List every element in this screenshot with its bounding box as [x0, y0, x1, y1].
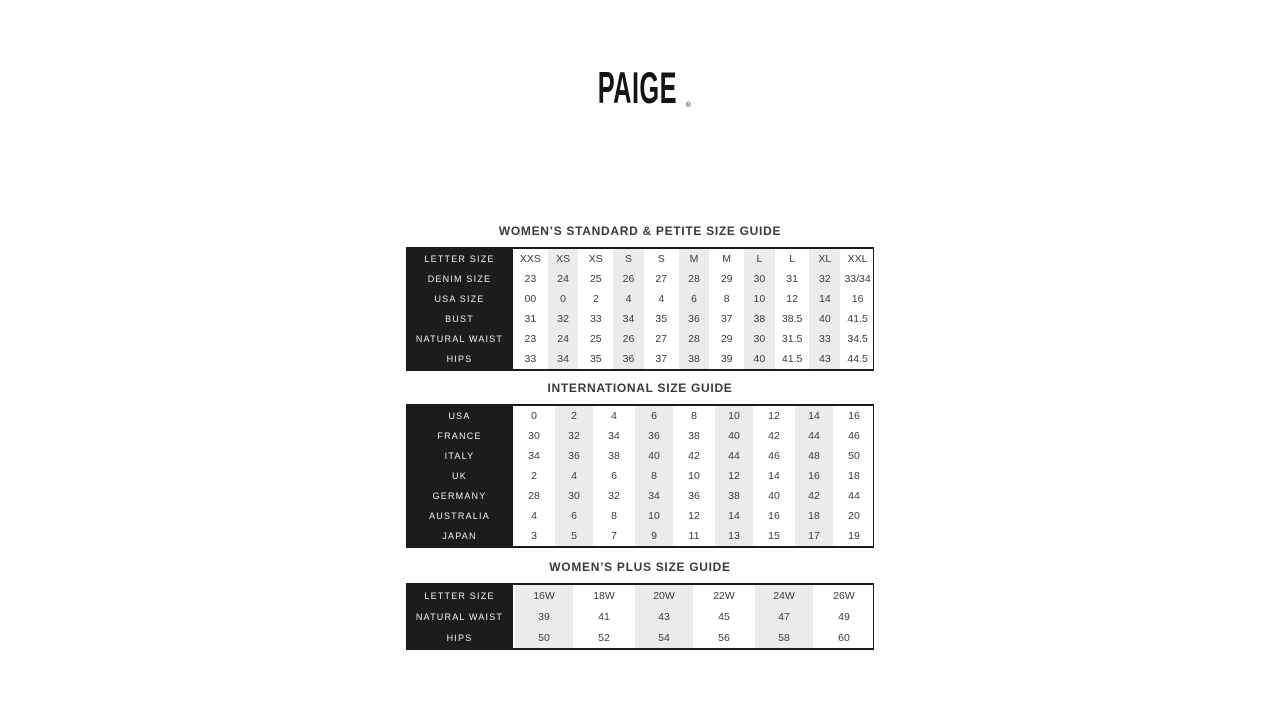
row-label-cell: UK: [406, 466, 513, 486]
size-cell: 37: [644, 349, 677, 369]
size-cell: 30: [742, 269, 775, 289]
row-label-cell: HIPS: [406, 627, 513, 648]
size-cell: 8: [709, 289, 742, 309]
size-cell: 14: [793, 406, 833, 426]
size-cell: XXL: [840, 249, 873, 269]
size-cell: 37: [709, 309, 742, 329]
size-cell: 44: [713, 446, 753, 466]
size-cell: 4: [553, 466, 593, 486]
size-guide-title: WOMEN’S STANDARD & PETITE SIZE GUIDE: [498, 224, 782, 238]
size-cell: 38: [673, 426, 713, 446]
size-cell: 49: [813, 606, 873, 627]
size-cell: 34.5: [840, 329, 873, 349]
size-cell: 40: [633, 446, 673, 466]
size-cell: 50: [833, 446, 873, 466]
size-cell: 32: [546, 309, 579, 329]
size-table: [406, 404, 874, 548]
size-cell: 6: [593, 466, 633, 486]
size-cell: 7: [593, 526, 633, 546]
size-cell: 54: [633, 627, 693, 648]
size-cell: 34: [546, 349, 579, 369]
size-cell: 36: [633, 426, 673, 446]
size-cell: 42: [673, 446, 713, 466]
table-row: [406, 426, 873, 446]
size-cell: 12: [753, 406, 793, 426]
row-label-cell: FRANCE: [406, 426, 513, 446]
table-row: [406, 349, 873, 369]
table-row: [406, 309, 873, 329]
size-cell: 6: [677, 289, 710, 309]
size-cell: 14: [713, 506, 753, 526]
size-cell: 8: [593, 506, 633, 526]
row-label-cell: HIPS: [406, 349, 513, 369]
size-cell: 48: [793, 446, 833, 466]
size-cell: 20: [833, 506, 873, 526]
size-cell: 52: [573, 627, 633, 648]
table-row: [406, 526, 873, 546]
brand-logo-text: PAIGE: [597, 63, 678, 113]
size-cell: 33: [807, 329, 840, 349]
size-cell: 30: [513, 426, 553, 446]
size-cell: 2: [578, 289, 611, 309]
size-guides: [406, 224, 874, 650]
size-cell: 56: [693, 627, 753, 648]
size-cell: 10: [633, 506, 673, 526]
size-cell: 10: [742, 289, 775, 309]
size-cell: 47: [753, 606, 813, 627]
size-cell: 40: [742, 349, 775, 369]
size-cell: 15: [753, 526, 793, 546]
table-row: [406, 486, 873, 506]
size-cell: 9: [633, 526, 673, 546]
size-cell: 41: [573, 606, 633, 627]
size-cell: 12: [673, 506, 713, 526]
size-cell: 26: [611, 269, 644, 289]
size-cell: 27: [644, 329, 677, 349]
size-cell: 26: [611, 329, 644, 349]
row-label-cell: GERMANY: [406, 486, 513, 506]
size-cell: 41.5: [840, 309, 873, 329]
size-cell: 30: [553, 486, 593, 506]
size-cell: 24W: [753, 585, 813, 606]
registered-trademark-icon: ®: [685, 102, 691, 109]
size-cell: 4: [611, 289, 644, 309]
size-cell: 42: [753, 426, 793, 446]
brand-logo: [0, 63, 1280, 113]
size-cell: 31: [775, 269, 808, 289]
size-cell: 19: [833, 526, 873, 546]
row-label-cell: AUSTRALIA: [406, 506, 513, 526]
row-label-cell: LETTER SIZE: [406, 249, 513, 269]
size-cell: 50: [513, 627, 573, 648]
table-row: [406, 269, 873, 289]
size-cell: 30: [742, 329, 775, 349]
size-cell: 43: [807, 349, 840, 369]
size-cell: 0: [546, 289, 579, 309]
size-cell: 16W: [513, 585, 573, 606]
size-cell: 10: [673, 466, 713, 486]
size-cell: 44: [833, 486, 873, 506]
size-cell: 34: [593, 426, 633, 446]
size-cell: 38: [713, 486, 753, 506]
row-label-cell: LETTER SIZE: [406, 585, 513, 606]
size-cell: 46: [833, 426, 873, 446]
row-label-cell: USA: [406, 406, 513, 426]
size-cell: 18: [793, 506, 833, 526]
size-cell: 25: [578, 329, 611, 349]
size-table-body: [406, 585, 873, 648]
size-cell: 40: [713, 426, 753, 446]
size-cell: 40: [807, 309, 840, 329]
row-label-cell: NATURAL WAIST: [406, 606, 513, 627]
size-guide-title: WOMEN’S PLUS SIZE GUIDE: [549, 560, 731, 574]
size-cell: 28: [513, 486, 553, 506]
size-cell: L: [742, 249, 775, 269]
size-cell: 11: [673, 526, 713, 546]
size-cell: 24: [546, 329, 579, 349]
size-cell: 39: [709, 349, 742, 369]
size-cell: 44: [793, 426, 833, 446]
size-cell: 20W: [633, 585, 693, 606]
size-guide-title: INTERNATIONAL SIZE GUIDE: [547, 381, 733, 395]
size-cell: 23: [513, 269, 546, 289]
size-cell: 42: [793, 486, 833, 506]
size-cell: 33: [578, 309, 611, 329]
size-cell: 36: [611, 349, 644, 369]
size-cell: 8: [633, 466, 673, 486]
size-cell: 4: [644, 289, 677, 309]
table-row: [406, 249, 873, 269]
size-table: [406, 247, 874, 371]
size-cell: 29: [709, 269, 742, 289]
table-row: [406, 329, 873, 349]
row-label-cell: ITALY: [406, 446, 513, 466]
size-cell: S: [644, 249, 677, 269]
table-row: [406, 466, 873, 486]
size-cell: 36: [673, 486, 713, 506]
size-cell: M: [677, 249, 710, 269]
size-cell: 31.5: [775, 329, 808, 349]
size-cell: 23: [513, 329, 546, 349]
table-row: [406, 585, 873, 606]
size-cell: 32: [807, 269, 840, 289]
size-cell: 24: [546, 269, 579, 289]
size-cell: 44.5: [840, 349, 873, 369]
size-cell: 27: [644, 269, 677, 289]
size-cell: 3: [513, 526, 553, 546]
size-cell: 43: [633, 606, 693, 627]
table-row: [406, 606, 873, 627]
size-cell: 4: [593, 406, 633, 426]
size-cell: 34: [611, 309, 644, 329]
size-cell: 17: [793, 526, 833, 546]
size-cell: XL: [807, 249, 840, 269]
size-cell: 2: [513, 466, 553, 486]
size-cell: 6: [633, 406, 673, 426]
size-cell: L: [775, 249, 808, 269]
size-guide-section: [406, 381, 874, 548]
size-table-body: [406, 249, 873, 369]
size-cell: 14: [807, 289, 840, 309]
size-cell: 16: [833, 406, 873, 426]
size-cell: 34: [513, 446, 553, 466]
size-cell: 14: [753, 466, 793, 486]
size-cell: 18: [833, 466, 873, 486]
row-label-cell: JAPAN: [406, 526, 513, 546]
size-cell: 00: [513, 289, 546, 309]
size-cell: 26W: [813, 585, 873, 606]
size-cell: XXS: [513, 249, 546, 269]
size-cell: 16: [753, 506, 793, 526]
size-cell: 46: [753, 446, 793, 466]
size-cell: 41.5: [775, 349, 808, 369]
size-cell: 18W: [573, 585, 633, 606]
size-cell: 12: [775, 289, 808, 309]
table-row: [406, 446, 873, 466]
row-label-cell: DENIM SIZE: [406, 269, 513, 289]
size-cell: 5: [553, 526, 593, 546]
size-cell: 12: [713, 466, 753, 486]
size-cell: 28: [677, 329, 710, 349]
size-cell: 33/34: [840, 269, 873, 289]
size-cell: 2: [553, 406, 593, 426]
size-cell: 6: [553, 506, 593, 526]
size-cell: 0: [513, 406, 553, 426]
size-cell: 31: [513, 309, 546, 329]
size-cell: 60: [813, 627, 873, 648]
size-cell: 38.5: [775, 309, 808, 329]
size-cell: M: [709, 249, 742, 269]
size-table-body: [406, 406, 873, 546]
size-cell: 16: [840, 289, 873, 309]
table-row: [406, 406, 873, 426]
row-label-cell: NATURAL WAIST: [406, 329, 513, 349]
size-cell: 58: [753, 627, 813, 648]
size-cell: 38: [593, 446, 633, 466]
size-cell: 35: [578, 349, 611, 369]
size-cell: XS: [578, 249, 611, 269]
size-cell: 25: [578, 269, 611, 289]
size-cell: 39: [513, 606, 573, 627]
size-cell: XS: [546, 249, 579, 269]
size-cell: 4: [513, 506, 553, 526]
size-cell: 32: [553, 426, 593, 446]
size-cell: 45: [693, 606, 753, 627]
size-guide-section: [406, 224, 874, 371]
size-cell: 28: [677, 269, 710, 289]
size-cell: 40: [753, 486, 793, 506]
size-cell: 32: [593, 486, 633, 506]
size-cell: 36: [677, 309, 710, 329]
table-row: [406, 627, 873, 648]
size-cell: 10: [713, 406, 753, 426]
size-cell: 38: [677, 349, 710, 369]
table-row: [406, 506, 873, 526]
size-cell: 38: [742, 309, 775, 329]
size-cell: 34: [633, 486, 673, 506]
size-cell: S: [611, 249, 644, 269]
size-guide-section: [406, 560, 874, 650]
size-cell: 29: [709, 329, 742, 349]
size-cell: 16: [793, 466, 833, 486]
size-cell: 22W: [693, 585, 753, 606]
size-cell: 13: [713, 526, 753, 546]
row-label-cell: USA SIZE: [406, 289, 513, 309]
table-row: [406, 289, 873, 309]
size-cell: 36: [553, 446, 593, 466]
size-cell: 8: [673, 406, 713, 426]
row-label-cell: BUST: [406, 309, 513, 329]
size-cell: 35: [644, 309, 677, 329]
size-table: [406, 583, 874, 650]
size-cell: 33: [513, 349, 546, 369]
